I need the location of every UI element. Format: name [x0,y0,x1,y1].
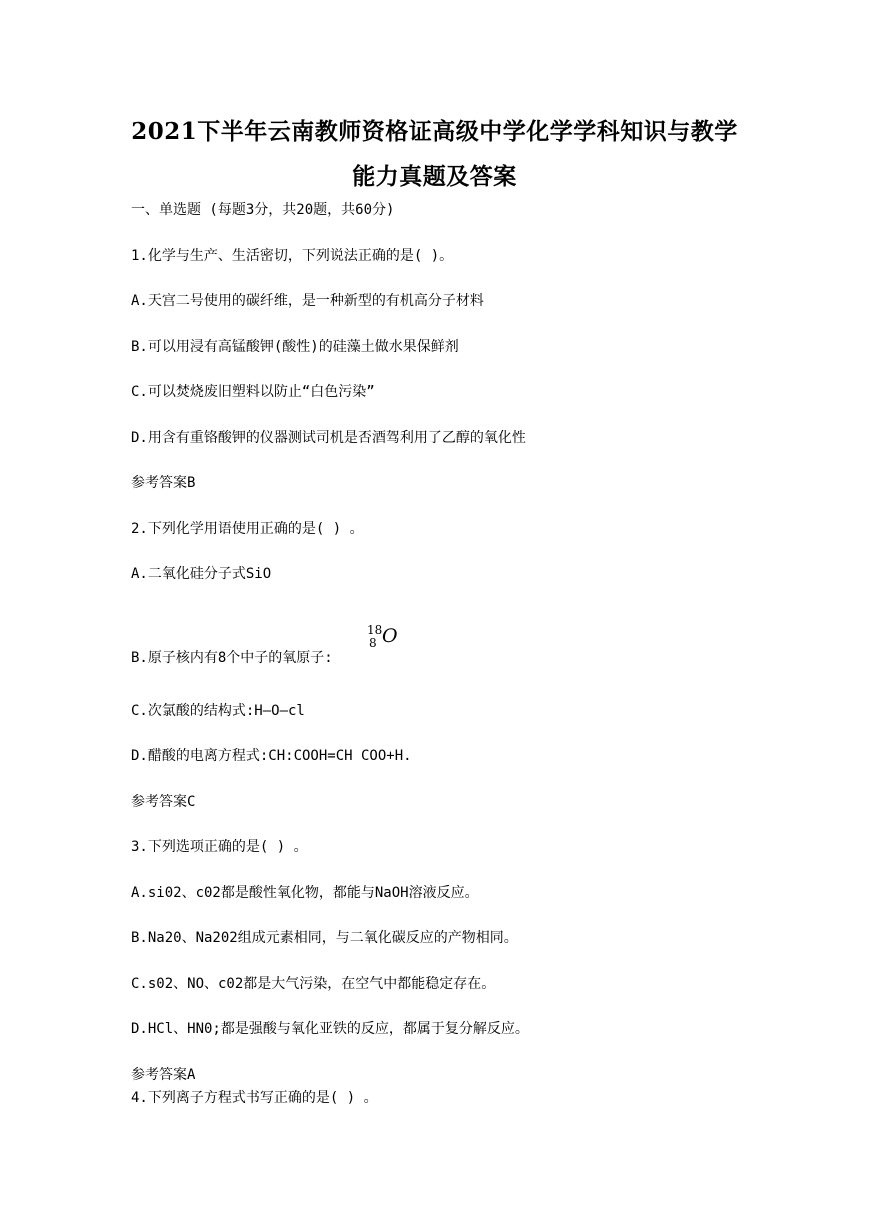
document-title-line-1: 2021下半年云南教师资格证高级中学化学学科知识与教学 [131,118,738,145]
question-1-answer: 参考答案B [131,475,196,491]
document-title-line-2: 能力真题及答案 [352,163,517,190]
question-1-option-b: B.可以用浸有高锰酸钾(酸性)的硅藻土做水果保鲜剂 [131,339,459,355]
question-2-stem: 2.下列化学用语使用正确的是( ) 。 [131,521,364,537]
question-2-option-b: B.原子核内有8个中子的氧原子: [131,650,333,666]
isotope-atomic-number: 8 [369,636,377,650]
isotope-symbol: O [382,625,398,647]
question-2-answer: 参考答案C [131,794,196,810]
question-2-option-c: C.次氯酸的结构式:H—O—cl [131,703,305,719]
question-2-option-d: D.醋酸的电离方程式:CH:COOH=CH COO+H. [131,748,412,764]
question-2-option-a: A.二氧化硅分子式SiO [131,566,272,582]
question-1-stem: 1.化学与生产、生活密切，下列说法正确的是( )。 [131,248,454,264]
question-3-answer: 参考答案A [131,1067,196,1083]
question-3-stem: 3.下列选项正确的是( ) 。 [131,839,308,855]
question-1-option-a: A.天宫二号使用的碳纤维，是一种新型的有机高分子材料 [131,293,484,309]
section-heading: 一、单选题 (每题3分，共20题，共60分) [131,202,395,218]
question-1-option-c: C.可以焚烧废旧塑料以防止“白色污染” [131,384,375,400]
isotope-mass-number: 18 [367,623,383,637]
question-3-option-a: A.si02、c02都是酸性氧化物，都能与NaOH溶液反应。 [131,885,479,901]
question-1-option-d: D.用含有重铬酸钾的仪器测试司机是否酒驾利用了乙醇的氧化性 [131,430,526,446]
question-4-stem: 4.下列离子方程式书写正确的是( ) 。 [131,1090,378,1106]
question-3-option-b: B.Na20、Na202组成元素相同，与二氧化碳反应的产物相同。 [131,930,518,946]
question-3-option-d: D.HCl、HN0;都是强酸与氧化亚铁的反应，都属于复分解反应。 [131,1021,529,1037]
oxygen-isotope-formula [367,623,401,651]
question-3-option-c: C.s02、NO、c02都是大气污染，在空气中都能稳定存在。 [131,976,496,992]
